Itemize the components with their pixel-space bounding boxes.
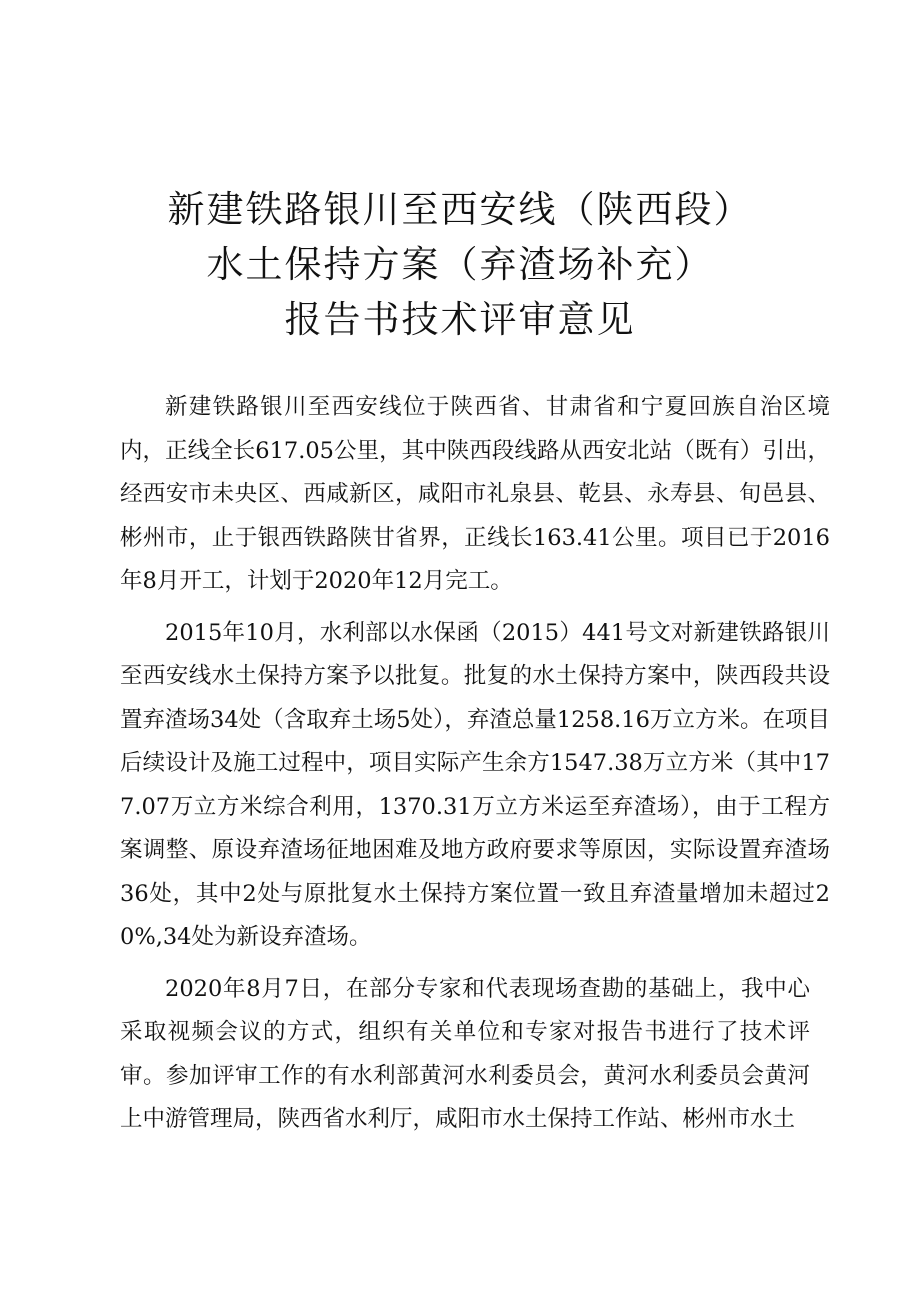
title-line-1: 新建铁路银川至西安线（陕西段）	[167, 188, 753, 231]
paragraph-review-meeting: 2020年8月7日，在部分专家和代表现场查勘的基础上，我中心采取视频会议的方式，组织有关单位和专家对报告书进行了技术评审。参加评审工作的有水利部黄河水利委员会，黄河水利委员会黄河上中游管理局，陕西省水利厅，咸阳市水土保持工作站、彬州市水土	[120, 975, 810, 1132]
title-line-2: 水土保持方案（弃渣场补充）	[206, 243, 714, 286]
paragraph-project-overview: 新建铁路银川至西安线位于陕西省、甘肃省和宁夏回族自治区境内，正线全长617.05公里，其中陕西段线路从西安北站（既有）引出，经西安市未央区、西咸新区，咸阳市礼泉县、乾县、永寿县、旬邑县、彬州市，止于银西铁路陕甘省界，正线长163.41公里。项目已于2016年8月开工，计划于2020年12月完工。	[120, 394, 830, 594]
document-title	[0, 182, 920, 347]
title-line-3: 报告书技术评审意见	[284, 298, 636, 341]
paragraph-approval-history: 2015年10月，水利部以水保函（2015）441号文对新建铁路银川至西安线水土保持方案予以批复。批复的水土保持方案中，陕西段共设置弃渣场34处（含取弃土场5处），弃渣总量1258.16万立方米。在项目后续设计及施工过程中，项目实际产生余方1547.38万立方米（其中177.07万立方米综合利用，1370.31万立方米运至弃渣场），由于工程方案调整、原设弃渣场征地困难及地方政府要求等原因，实际设置弃渣场36处，其中2处与原批复水土保持方案位置一致且弃渣量增加未超过20%,34处为新设弃渣场。	[120, 619, 830, 950]
document-body	[120, 386, 830, 1150]
